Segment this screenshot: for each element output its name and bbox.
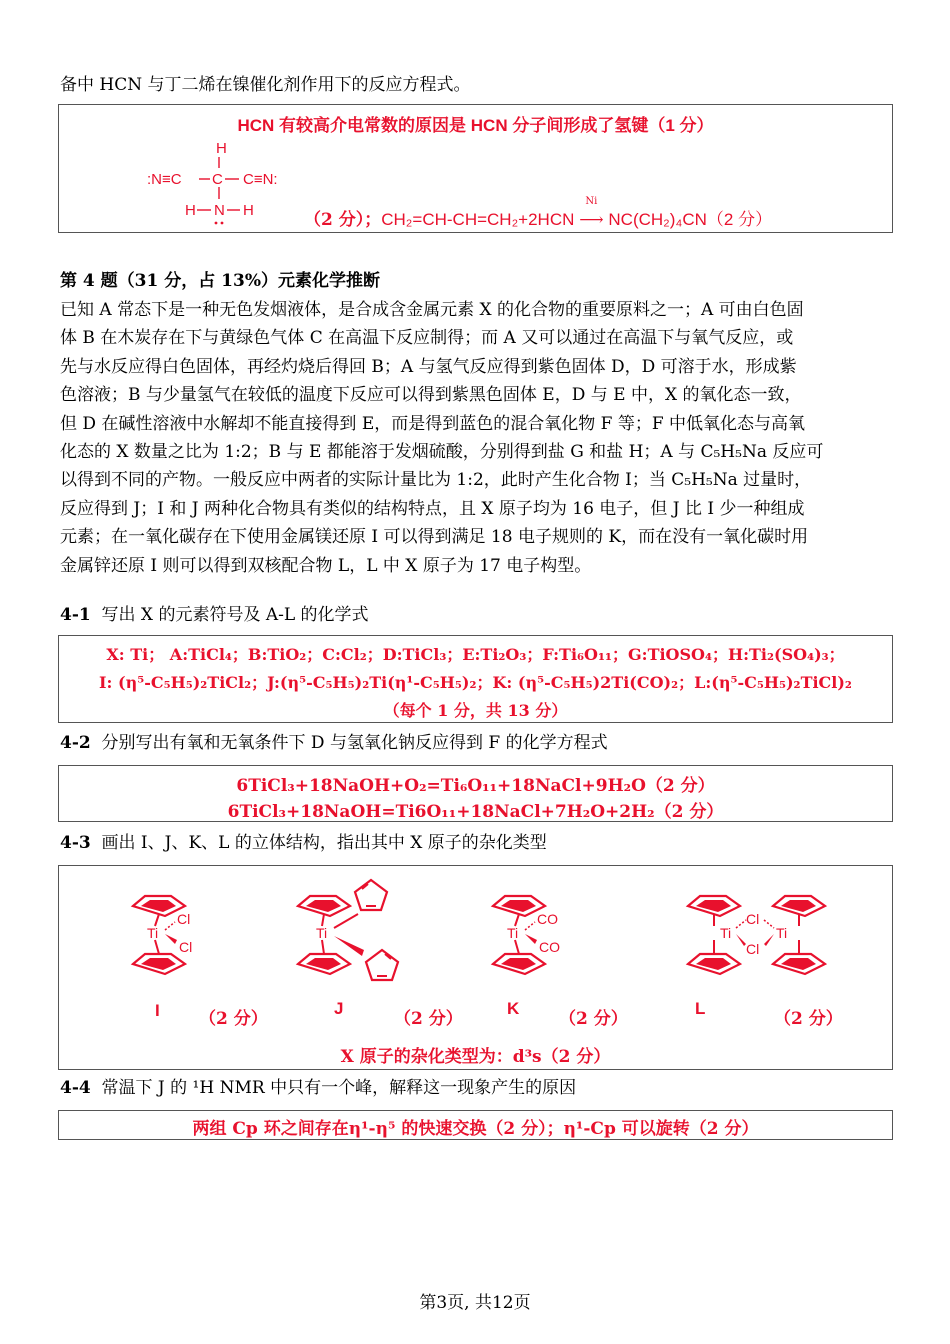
answer-4-1-line2: I: (η⁵-C₅H₅)₂TiCl₂；J:(η⁵-C₅H₅)₂Ti(η¹-C₅H₅)₂；K: (η⁵-C₅H₅)2Ti(CO)₂；L:(η⁵-C₅H₅)₂TiCl)₂ — [99, 673, 852, 692]
question4-paragraph — [60, 296, 823, 580]
catalyst-label: Ni — [585, 196, 598, 207]
answer-box-hcn — [58, 104, 893, 233]
atom-h-right: H — [243, 202, 254, 219]
paragraph-line: 色溶液；B 与少量氢气在较低的温度下反应可以得到紫黑色固体 E，D 与 E 中，X 的氧化态一致， — [60, 385, 802, 406]
label-I: I — [155, 1001, 160, 1020]
intro-line: 备中 HCN 与丁二烯在镍催化剂作用下的反应方程式。 — [60, 75, 471, 95]
paragraph-line: 化态的 X 数量之比为 1:2；B 与 E 都能溶于发烟硫酸，分别得到盐 G 和盐 H；A 与 C₅H₅Na 反应可 — [60, 442, 824, 463]
cl-label: Cl — [179, 939, 193, 955]
ti-label: Ti — [316, 925, 328, 941]
answer-equation-line: （2 分）；CH₂=CH-CH=CH₂+2HCN Ni ⟶ NC(CH₂)₄CN（2 分） — [304, 196, 773, 230]
structure-J — [298, 880, 398, 980]
paragraph-line: 先与水反应得白色固体，再经灼烧后得回 B；A 与氢气反应得到紫色固体 D，D 可溶于水，形成紫 — [60, 356, 797, 377]
atom-h-top: H — [216, 140, 227, 157]
ti-label: Ti — [776, 925, 788, 941]
answer-4-2-line2: 6TiCl₃+18NaOH=Ti6O₁₁+18NaCl+7H₂O+2H₂（2 分） — [227, 802, 724, 822]
answer-hcn-dielectric: HCN 有较高介电常数的原因是 HCN 分子间形成了氢键（1 分） — [237, 116, 714, 135]
label-J: J — [334, 999, 344, 1018]
question-4-3: 4-3 画出 I、J、K、L 的立体结构，指出其中 X 原子的杂化类型 — [60, 833, 547, 853]
answer-4-1-line3: （每个 1 分，共 13 分） — [383, 701, 568, 720]
atom-nitrile-left: :N≡C — [147, 171, 182, 188]
page-footer: 第3页, 共12页 — [419, 1293, 531, 1313]
score-I: （2 分） — [199, 1009, 268, 1029]
cl-label: Cl — [746, 941, 760, 957]
paragraph-line: 以得到不同的产物。一般反应中两者的实际计量比为 1:2，此时产生化合物 I；当 C₅H₅Na 过量时， — [60, 470, 812, 491]
ti-label: Ti — [720, 925, 732, 941]
label-K: K — [507, 999, 520, 1018]
question-4-2: 4-2 分别写出有氧和无氧条件下 D 与氢氧化钠反应得到 F 的化学方程式 — [60, 733, 608, 753]
structure-L — [688, 896, 825, 974]
question4-heading: 第 4 题（31 分，占 13%）元素化学推断 — [60, 271, 380, 291]
score-L: （2 分） — [774, 1009, 843, 1029]
paragraph-line: 体 B 在木炭存在下与黄绿色气体 C 在高温下反应制得；而 A 又可以通过在高温下与氧气反应，或 — [60, 328, 794, 349]
answer-box-4-1 — [58, 635, 893, 723]
atom-h-left: H — [185, 202, 196, 219]
paragraph-line: 金属锌还原 I 则可以得到双核配合物 L，L 中 X 原子为 17 电子构型。 — [60, 555, 592, 576]
score-K: （2 分） — [559, 1009, 628, 1029]
paragraph-line: 元素；在一氧化碳存在下使用金属镁还原 I 可以得到满足 18 电子规则的 K，而在没有一氧化碳时用 — [60, 527, 809, 548]
answer-4-4: 两组 Cp 环之间存在η¹-η⁵ 的快速交换（2 分）；η¹-Cp 可以旋转（2 分） — [192, 1119, 759, 1139]
structure-I — [133, 896, 192, 974]
structure-K — [493, 896, 560, 974]
atom-n-amine: N — [214, 202, 225, 219]
label-L: L — [695, 999, 706, 1018]
paragraph-line: 反应得到 J；I 和 J 两种化合物具有类似的结构特点，且 X 原子均为 16 电子，但 J 比 I 少一种组成 — [60, 498, 805, 519]
question-4-1: 4-1 写出 X 的元素符号及 A-L 的化学式 — [60, 605, 369, 625]
co-label: CO — [537, 911, 558, 927]
co-label: CO — [539, 939, 560, 955]
cl-label: Cl — [746, 911, 760, 927]
paragraph-line: 已知 A 常态下是一种无色发烟液体，是合成含金属元素 X 的化合物的重要原料之一；A 可由白色固 — [60, 300, 804, 320]
atom-central-c: C — [212, 171, 223, 188]
metallocene-structures — [59, 866, 892, 1036]
score-J: （2 分） — [394, 1009, 463, 1029]
cl-label: Cl — [177, 911, 191, 927]
paragraph-line: 但 D 在碱性溶液中水解却不能直接得到 E，而是得到蓝色的混合氧化物 F 等；F 中低氧化态与高氧 — [60, 413, 806, 434]
atom-nitrile-right: C≡N: — [243, 171, 278, 188]
question-4-4: 4-4 常温下 J 的 ¹H NMR 中只有一个峰，解释这一现象产生的原因 — [60, 1078, 577, 1098]
answer-4-2-line1: 6TiCl₃+18NaOH+O₂=Ti₆O₁₁+18NaCl+9H₂O（2 分） — [236, 776, 715, 796]
answer-box-4-3 — [58, 865, 893, 1070]
answer-box-4-4 — [58, 1110, 893, 1140]
ti-label: Ti — [147, 925, 159, 941]
hybridization-answer: X 原子的杂化类型为：d³s（2 分） — [340, 1047, 611, 1067]
answer-4-1-line1: X: Ti； A:TiCl₄；B:TiO₂；C:Cl₂；D:TiCl₃；E:Ti₂O₃；F:Ti₆O₁₁；G:TiOSO₄；H:Ti₂(SO₄)₃； — [106, 645, 845, 664]
ti-label: Ti — [507, 925, 519, 941]
answer-box-4-2 — [58, 765, 893, 822]
